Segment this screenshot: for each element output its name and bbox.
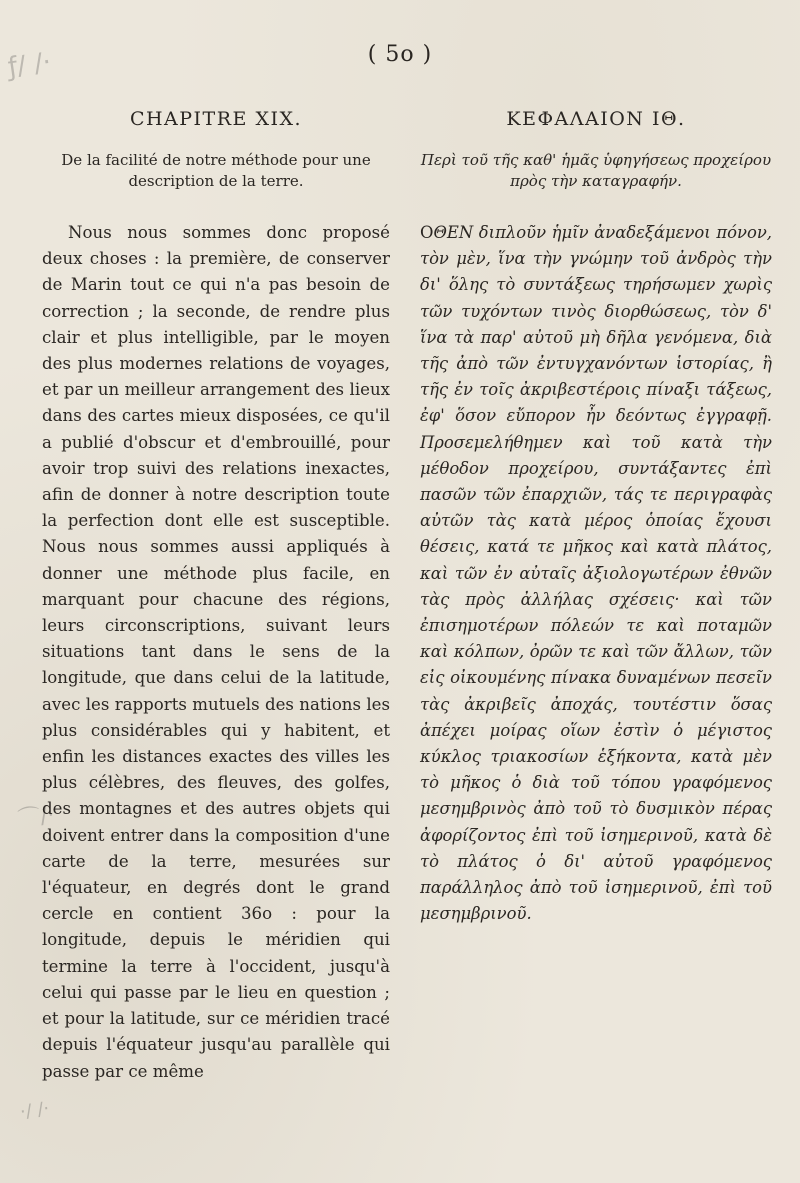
greek-body-text: ΟΘΕΝ διπλοῦν ἡμῖν ἀναδεξάμενοι πόνον, τὸν μὲν, ἵνα τὴν γνώμην τοῦ ἀνδρὸς τὴν δι' ὅλης τὸ συντάξεως τηρήσωμεν χωρὶς τῶν τυχόντων τινὸς διορθώσεως, τὸν δ' ἵνα τὰ παρ' αὐτοῦ μὴ δῆλα γενόμενα, διὰ τῆς ἀπὸ τῶν ἐντυγχανόντων ἱστορίας, ἢ τῆς ἐν τοῖς ἀκριβεστέροις πίναξι τάξεως, ἐφ' ὅσον εὔπορον ἦν δεόντως ἐγγραφῇ. Προσεμελήθημεν καὶ τοῦ κατὰ τὴν μέθοδον προχείρου, συντάξαντες ἐπὶ πασῶν τῶν ἐπαρχιῶν, τάς τε περιγραφὰς αὐτῶν τὰς κατὰ μέρος ὁποίας ἔχουσι θέσεις, κατά τε μῆκος καὶ κατὰ πλάτος, καὶ τῶν ἐν αὐταῖς ἀξιολογωτέρων ἐθνῶν τὰς πρὸς ἀλλήλας σχέσεις· καὶ τῶν ἐπισημοτέρων πόλεών τε καὶ ποταμῶν καὶ κόλπων, ὀρῶν τε καὶ τῶν ἄλλων, τῶν εἰς οἰκουμένης πίνακα δυναμένων πεσεῖν τὰς ἀκριβεῖς ἀποχάς, τουτέστιν ὅσας ἀπέχει μοίρας οἵων ἐστὶν ὁ μέγιστος κύκλος τριακοσίων ἑξήκοντα, κατὰ μὲν τὸ μῆκος ὁ διὰ τοῦ τόπου γραφόμενος μεσημβρινὸς ἀπὸ τοῦ τὸ δυσμικὸν πέρας ἀφορίζοντος ἐπὶ τοῦ ἰσημερινοῦ, κατὰ δὲ τὸ πλάτος ὁ δι' αὐτοῦ γραφόμενος παράλληλος ἀπὸ τοῦ ἰσημερινοῦ, ἐπὶ τοῦ μεσημβρινοῦ.	[420, 223, 772, 924]
french-body-text: Nous nous sommes donc proposé deux choses : la première, de conserver de Marin tout ce qui n'a pas besoin de correction ; la seconde, de rendre plus clair et plus intelligible, par le moyen des plus modernes relations de voyages, et par un meilleur arrangement des lieux dans des cartes mieux disposées, ce qu'il a publié d'obscur et d'embrouillé, pour avoir trop suivi des relations inexactes, afin de donner à notre description toute la perfection dont elle est susceptible. Nous nous sommes aussi appliqués à donner une méthode plus facile, en marquant pour chacune des régions, leurs circonscriptions, suivant leurs situations tant dans le sens de la longitude, que dans celui de la latitude, avec les rapports mutuels des nations les plus considérables qui y habitent, et enfin les distances exactes des villes les plus célèbres, des fleuves, des golfes, des montagnes et des autres objets qui doivent entrer dans la composition d'une carte de la terre, mesurées sur l'équateur, en degrés dont le grand cercle en contient 36o : pour la longitude, depuis le méridien qui termine la terre à l'occident, jusqu'à celui qui passe par le lieu en question ; et pour la latitude, sur ce méridien tracé depuis l'équateur jusqu'au parallèle qui passe par ce même	[42, 223, 390, 1081]
french-column	[42, 108, 390, 1085]
greek-column	[420, 108, 772, 927]
margin-pencil-mark: ⌒/·	[16, 802, 57, 833]
margin-pencil-mark: ƒ/ /·	[6, 47, 54, 83]
french-chapter-subtitle: De la facilité de notre méthode pour une description de la terre.	[61, 151, 371, 190]
greek-chapter-subtitle: Περὶ τοῦ τῆς καθ' ἡμᾶς ὑφηγήσεως προχείρου πρὸς τὴν καταγραφήν.	[420, 151, 772, 190]
page-number: ( 5o )	[367, 42, 433, 67]
greek-chapter-heading: ΚΕΦΑΛΑΙΟΝ ΙΘ.	[506, 108, 686, 130]
margin-pencil-mark: ·/ /·	[18, 1098, 51, 1123]
french-chapter-heading: CHAPITRE XIX.	[129, 108, 303, 130]
